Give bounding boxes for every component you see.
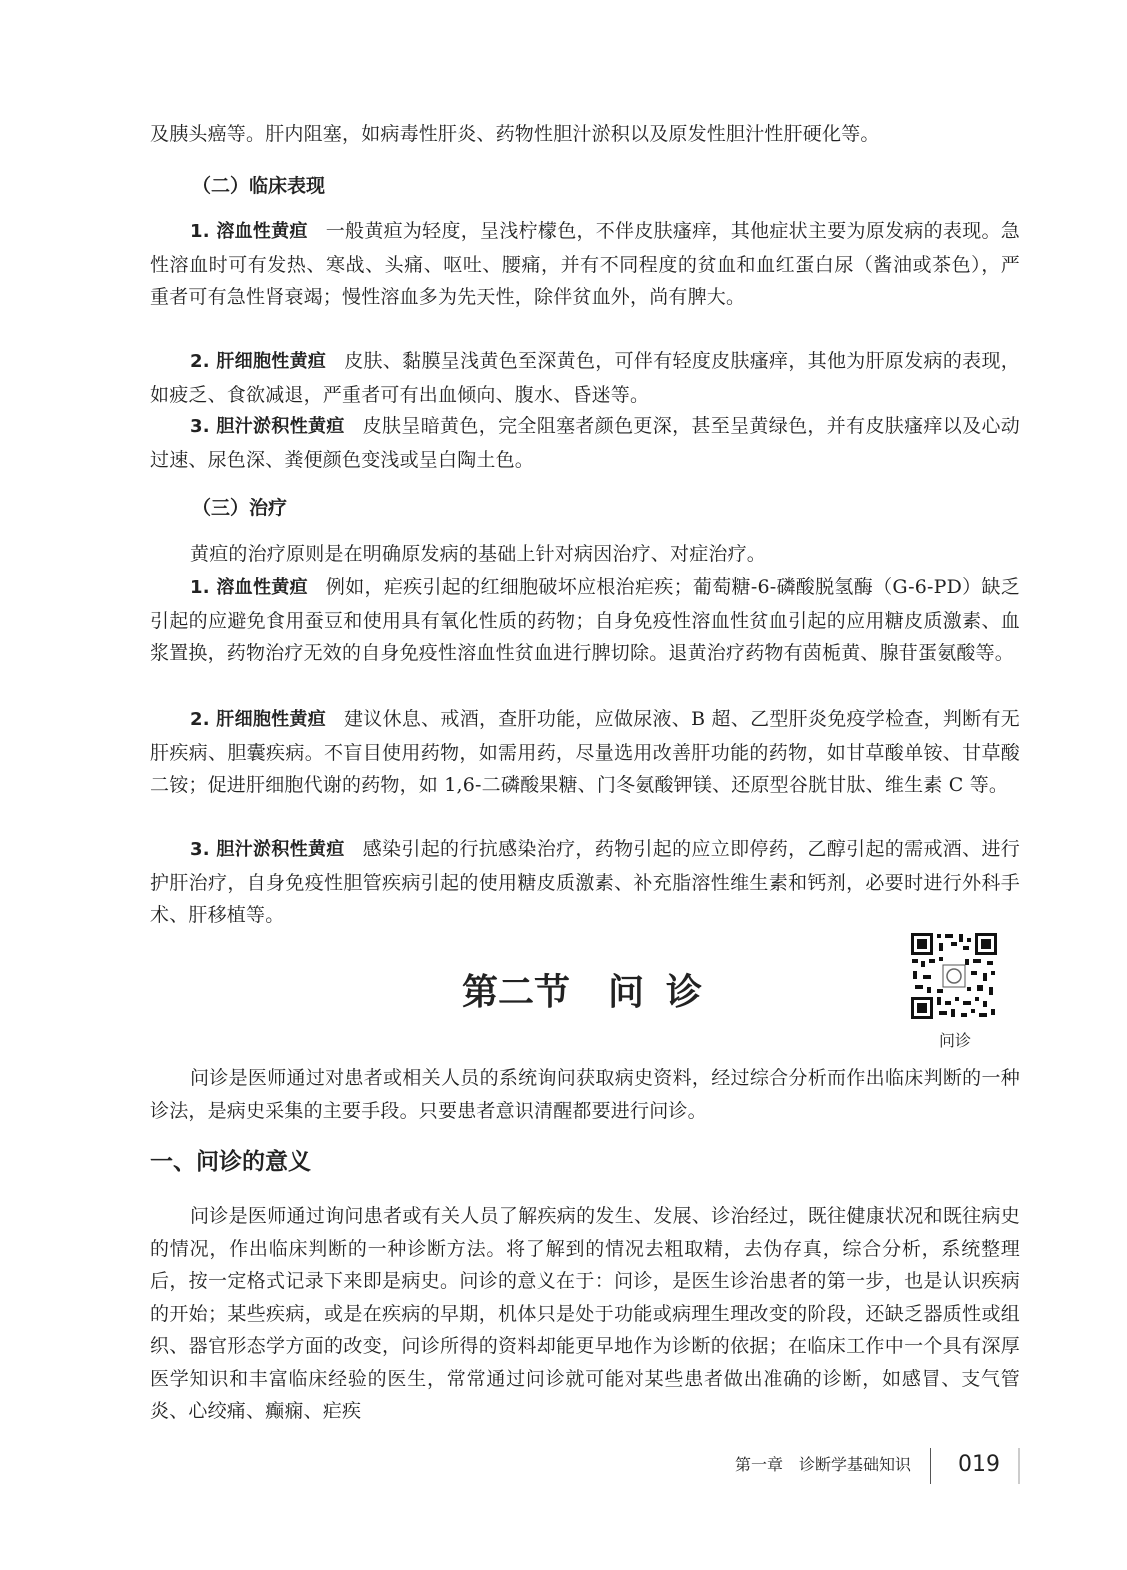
clinical-item-2-head: 2. 肝细胞性黄疸: [190, 351, 327, 372]
footer-divider: [930, 1448, 931, 1484]
clinical-item-1-head: 1. 溶血性黄疸: [190, 221, 308, 242]
clinical-item-1: [150, 215, 1020, 314]
part1-heading: 一、问诊的意义: [150, 1149, 311, 1175]
treatment-item-1-head: 1. 溶血性黄疸: [190, 577, 308, 598]
clinical-item-2-text: 皮肤、黏膜呈浅黄色至深黄色，可伴有轻度皮肤瘙痒，其他为肝原发病的表现，如疲乏、食欲减退，严重者可有出血倾向、腹水、昏迷等。: [150, 350, 1020, 406]
treatment-item-2: [150, 703, 1020, 802]
page-number: 019: [958, 1452, 1000, 1477]
treatment-item-3-text: 感染引起的行抗感染治疗，药物引起的应立即停药，乙醇引起的需戒酒、进行护肝治疗，自身免疫性胆管疾病引起的使用糖皮质激素、补充脂溶性维生素和钙剂，必要时进行外科手术、肝移植等。: [150, 838, 1020, 926]
section-title-char-1: 问: [608, 972, 645, 1013]
qr-caption: 问诊: [938, 1031, 971, 1050]
treatment-intro: 黄疸的治疗原则是在明确原发病的基础上针对病因治疗、对症治疗。: [190, 543, 767, 565]
treatment-item-3: [150, 833, 1020, 932]
treatment-heading: （三）治疗: [192, 497, 288, 519]
treatment-item-2-head: 2. 肝细胞性黄疸: [190, 709, 326, 730]
clinical-item-2: [150, 345, 1020, 411]
treatment-item-1: [150, 571, 1020, 670]
section-title-char-2: 诊: [666, 972, 703, 1013]
page-edge-marker: [1018, 1448, 1020, 1484]
qr-code-icon: [909, 931, 999, 1021]
treatment-item-2-text: 建议休息、戒酒，查肝功能，应做尿液、B 超、乙型肝炎免疫学检查，判断有无肝疾病、胆囊疾病。不盲目使用药物，如需用药，尽量选用改善肝功能的药物，如甘草酸单铵、甘草酸二铵；促进肝细胞代谢的药物，如 1,6-二磷酸果糖、门冬氨酸钾镁、还原型谷胱甘肽、维生素 C 等。: [150, 708, 1020, 796]
treatment-item-1-text: 例如，疟疾引起的红细胞破坏应根治疟疾；葡萄糖-6-磷酸脱氢酶（G-6-PD）缺乏引起的应避免食用蚕豆和使用具有氧化性质的药物；自身免疫性溶血性贫血引起的应用糖皮质激素、血浆置换，药物治疗无效的自身免疫性溶血性贫血进行脾切除。退黄治疗药物有茵栀黄、腺苷蛋氨酸等。: [150, 576, 1020, 664]
clinical-heading: （二）临床表现: [192, 175, 326, 197]
qr-code[interactable]: [909, 931, 999, 1021]
clinical-item-3-text: 皮肤呈暗黄色，完全阻塞者颜色更深，甚至呈黄绿色，并有皮肤瘙痒以及心动过速、尿色深、粪便颜色变浅或呈白陶土色。: [150, 415, 1020, 471]
section-title-number: 第二节: [462, 972, 571, 1013]
clinical-item-1-text: 一般黄疸为轻度，呈浅柠檬色，不伴皮肤瘙痒，其他症状主要为原发病的表现。急性溶血时可有发热、寒战、头痛、呕吐、腰痛，并有不同程度的贫血和血红蛋白尿（酱油或茶色），严重者可有急性肾衰竭；慢性溶血多为先天性，除伴贫血外，尚有脾大。: [150, 220, 1020, 308]
running-footer: [735, 1453, 911, 1477]
clinical-item-3: [150, 410, 1020, 476]
section-title: [462, 968, 702, 1018]
treatment-item-3-head: 3. 胆汁淤积性黄疸: [190, 839, 345, 860]
clinical-item-3-head: 3. 胆汁淤积性黄疸: [190, 416, 345, 437]
intro-paragraph: 及胰头癌等。肝内阻塞，如病毒性肝炎、药物性胆汁淤积以及原发性胆汁性肝硬化等。: [150, 123, 880, 145]
section-intro: 问诊是医师通过对患者或相关人员的系统询问获取病史资料，经过综合分析而作出临床判断的一种诊法，是病史采集的主要手段。只要患者意识清醒都要进行问诊。: [150, 1067, 1020, 1122]
footer-chapter: 第一章: [735, 1455, 784, 1474]
part1-paragraph: 问诊是医师通过询问患者或有关人员了解疾病的发生、发展、诊治经过，既往健康状况和既往病史的情况，作出临床判断的一种诊断方法。将了解到的情况去粗取精，去伪存真，综合分析，系统整理后，按一定格式记录下来即是病史。问诊的意义在于：问诊，是医生诊治患者的第一步，也是认识疾病的开始；某些疾病，或是在疾病的早期，机体只是处于功能或病理生理改变的阶段，还缺乏器质性或组织、器官形态学方面的改变，问诊所得的资料却能更早地作为诊断的依据；在临床工作中一个具有深厚医学知识和丰富临床经验的医生，常常通过问诊就可能对某些患者做出准确的诊断，如感冒、支气管炎、心绞痛、癫痫、疟疾: [150, 1205, 1020, 1422]
footer-chapter-title: 诊断学基础知识: [799, 1455, 912, 1474]
